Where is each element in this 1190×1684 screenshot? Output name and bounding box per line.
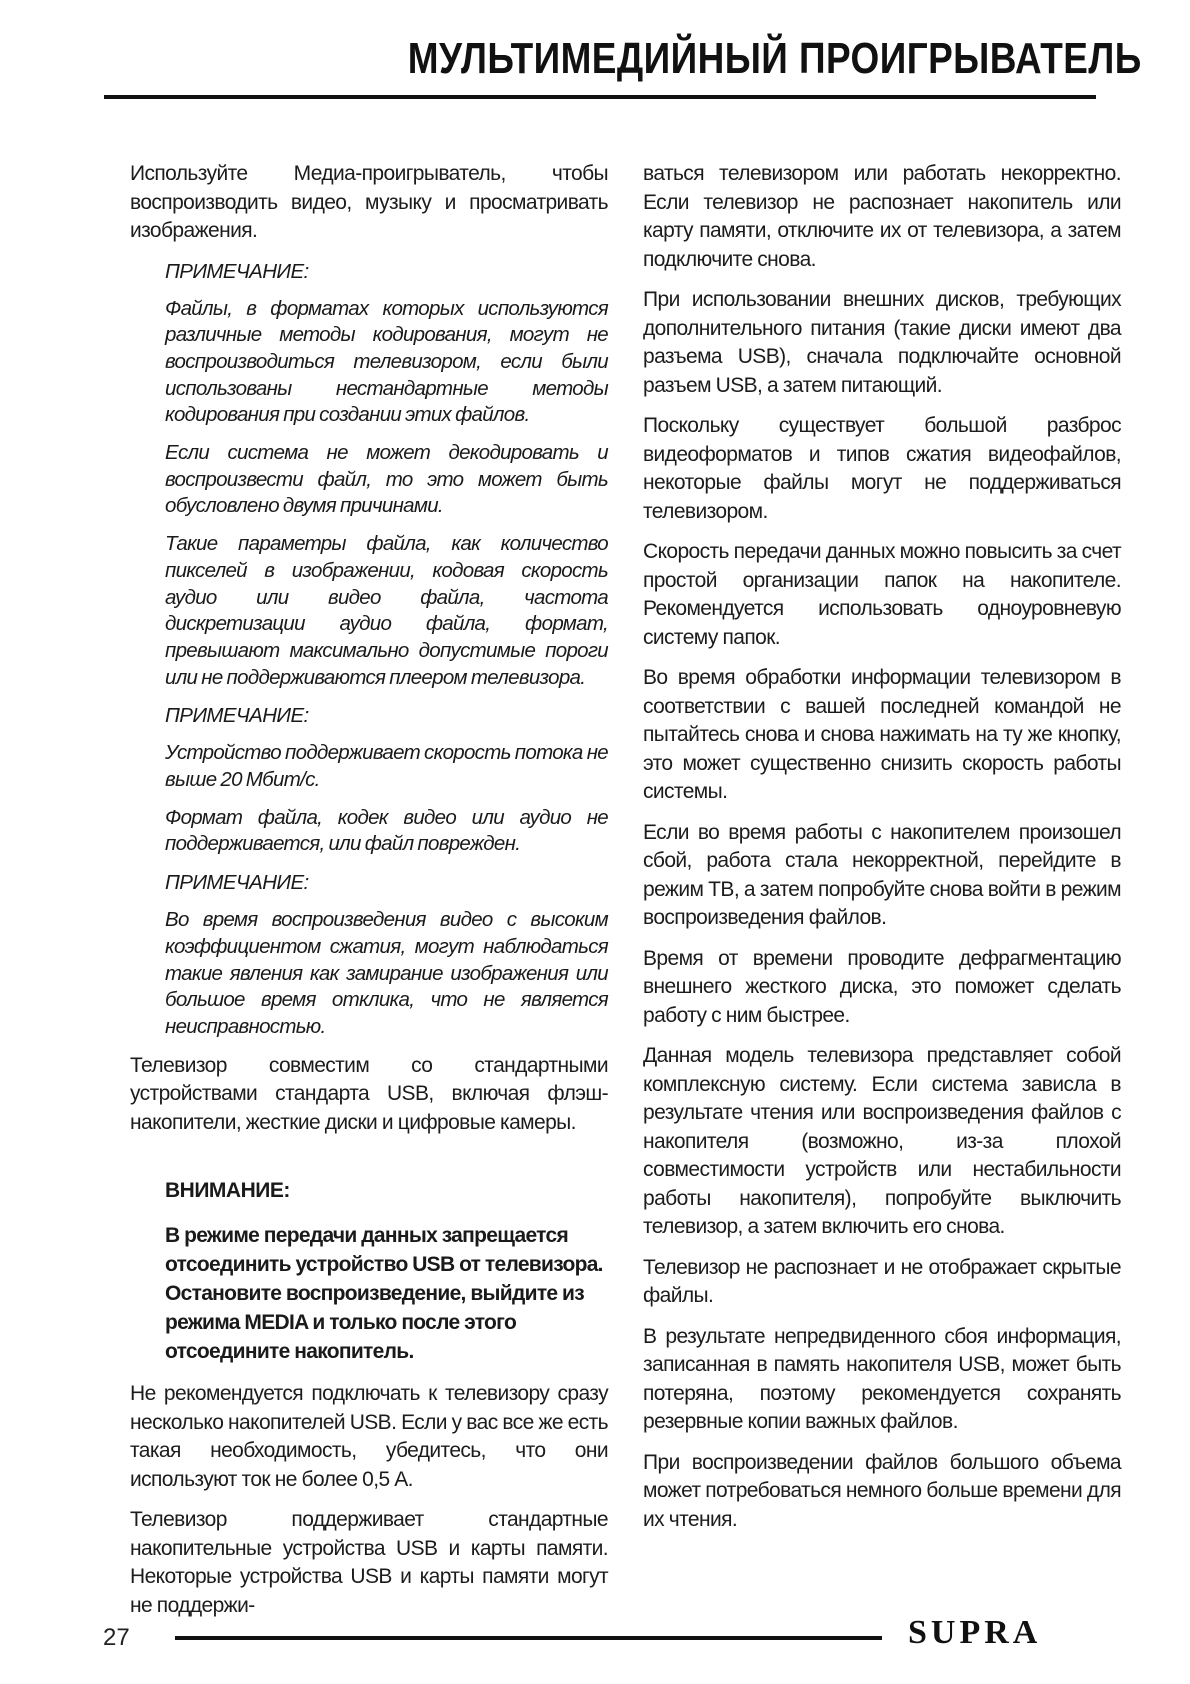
paragraph: Если во время работы с накопителем произошел сбой, работа стала некорректной, перейдите в режим ТВ, а затем попробуйте снова войти в режим воспроизведения файлов. bbox=[643, 820, 1121, 929]
paragraph: При использовании внешних дисков, требующих дополнительного питания (такие диски имеют два разъема USB), сначала подключайте основной разъем USB, а затем питающий. bbox=[643, 288, 1121, 397]
page-number: 27 bbox=[103, 1624, 130, 1651]
paragraph: Во время обработки информации телевизором в соответствии с вашей последней командой не пытайтесь снова и снова нажимать на ту же кнопку, это может существенно снизить скорость работы системы. bbox=[643, 666, 1121, 803]
brand-logo: SUPRA bbox=[908, 1614, 1042, 1651]
intro-paragraph: Используйте Медиа-проигрыватель, чтобы воспроизводить видео, музыку и просматривать изображения. bbox=[130, 162, 608, 242]
note-paragraph: Файлы, в форматах которых используются различные методы кодирования, могут не воспроизводиться телевизором, если были использованы нестандартные методы кодирования при создании этих файлов. bbox=[165, 296, 608, 427]
note-paragraph: Если система не может декодировать и воспроизвести файл, то это может быть обусловлено двумя причинами. bbox=[165, 441, 608, 518]
paragraph: В результате непредвиденного сбоя информация, записанная в память накопителя USB, может быть потеряна, поэтому рекомендуется сохранять резервные копии важных файлов. bbox=[643, 1324, 1121, 1433]
header-divider bbox=[104, 95, 1096, 99]
page-title: МУЛЬТИМЕДИЙНЫЙ ПРОИГРЫВАТЕЛЬ bbox=[408, 34, 1142, 83]
left-column bbox=[130, 160, 608, 1632]
right-column bbox=[643, 160, 1121, 1546]
paragraph: Телевизор поддерживает стандартные накопительные устройства USB и карты памяти. Некоторые устройства USB и карты памяти могут не поддержи- bbox=[130, 1508, 608, 1617]
note-label: ПРИМЕЧАНИЕ: bbox=[165, 259, 309, 283]
note-paragraph: Во время воспроизведения видео с высоким коэффициентом сжатия, могут наблюдаться такие явления как замирание изображения или большое время отклика, что не является неисправностью. bbox=[165, 908, 608, 1038]
warning-text: В режиме передачи данных запрещается отсоединить устройство USB от телевизора. Остановите воспроизведение, выйдите из режима MEDIA и только после этого отсоедините накопитель. bbox=[165, 1224, 603, 1364]
note-paragraph: Формат файла, кодек видео или аудио не поддерживается, или файл поврежден. bbox=[165, 805, 608, 856]
warning-block bbox=[130, 1179, 608, 1366]
note-label: ПРИМЕЧАНИЕ: bbox=[165, 871, 309, 895]
footer-divider bbox=[175, 1636, 882, 1640]
compatibility-paragraph: Телевизор совместим со стандартными устройствами стандарта USB, включая флэш-накопители, жесткие диски и цифровые камеры. bbox=[130, 1053, 608, 1134]
note-paragraph: Такие параметры файла, как количество пикселей в изображении, кодовая скорость аудио или видео файла, частота дискретизации аудио файла, формат, превышают максимально допустимые пороги или не поддерживаются плеером телевизора. bbox=[165, 532, 608, 689]
paragraph: ваться телевизором или работать некорректно. Если телевизор не распознает накопитель или карту памяти, отключите их от телевизора, а затем подключите снова. bbox=[643, 162, 1121, 271]
paragraph: Телевизор не распознает и не отображает скрытые файлы. bbox=[643, 1255, 1121, 1307]
note-paragraph: Устройство поддерживает скорость потока не выше 20 Мбит/с. bbox=[165, 741, 608, 792]
note-label: ПРИМЕЧАНИЕ: bbox=[165, 704, 309, 728]
paragraph: При воспроизведении файлов большого объема может потребоваться немного больше времени для их чтения. bbox=[643, 1450, 1121, 1531]
warning-label: ВНИМАНИЕ: bbox=[165, 1179, 290, 1203]
paragraph: Скорость передачи данных можно повысить за счет простой организации папок на накопителе. Рекомендуется использовать одноуровневую систему папок. bbox=[643, 540, 1121, 649]
paragraph: Данная модель телевизора представляет собой комплексную систему. Если система зависла в результате чтения или воспроизведения файлов с накопителя (возможно, из-за плохой совместимости устройств или нестабильности работы накопителя), попробуйте выключить телевизор, а затем включить его снова. bbox=[643, 1044, 1121, 1238]
paragraph: Поскольку существует большой разброс видеоформатов и типов сжатия видеофайлов, некоторые файлы могут не поддерживаться телевизором. bbox=[643, 414, 1121, 523]
paragraph: Время от времени проводите дефрагментацию внешнего жесткого диска, это поможет сделать работу с ним быстрее. bbox=[643, 946, 1121, 1027]
note-block-1 bbox=[130, 258, 608, 1041]
paragraph: Не рекомендуется подключать к телевизору сразу несколько накопителей USB. Если у вас все же есть такая необходимость, убедитесь, что они используют ток не более 0,5 А. bbox=[130, 1382, 608, 1491]
